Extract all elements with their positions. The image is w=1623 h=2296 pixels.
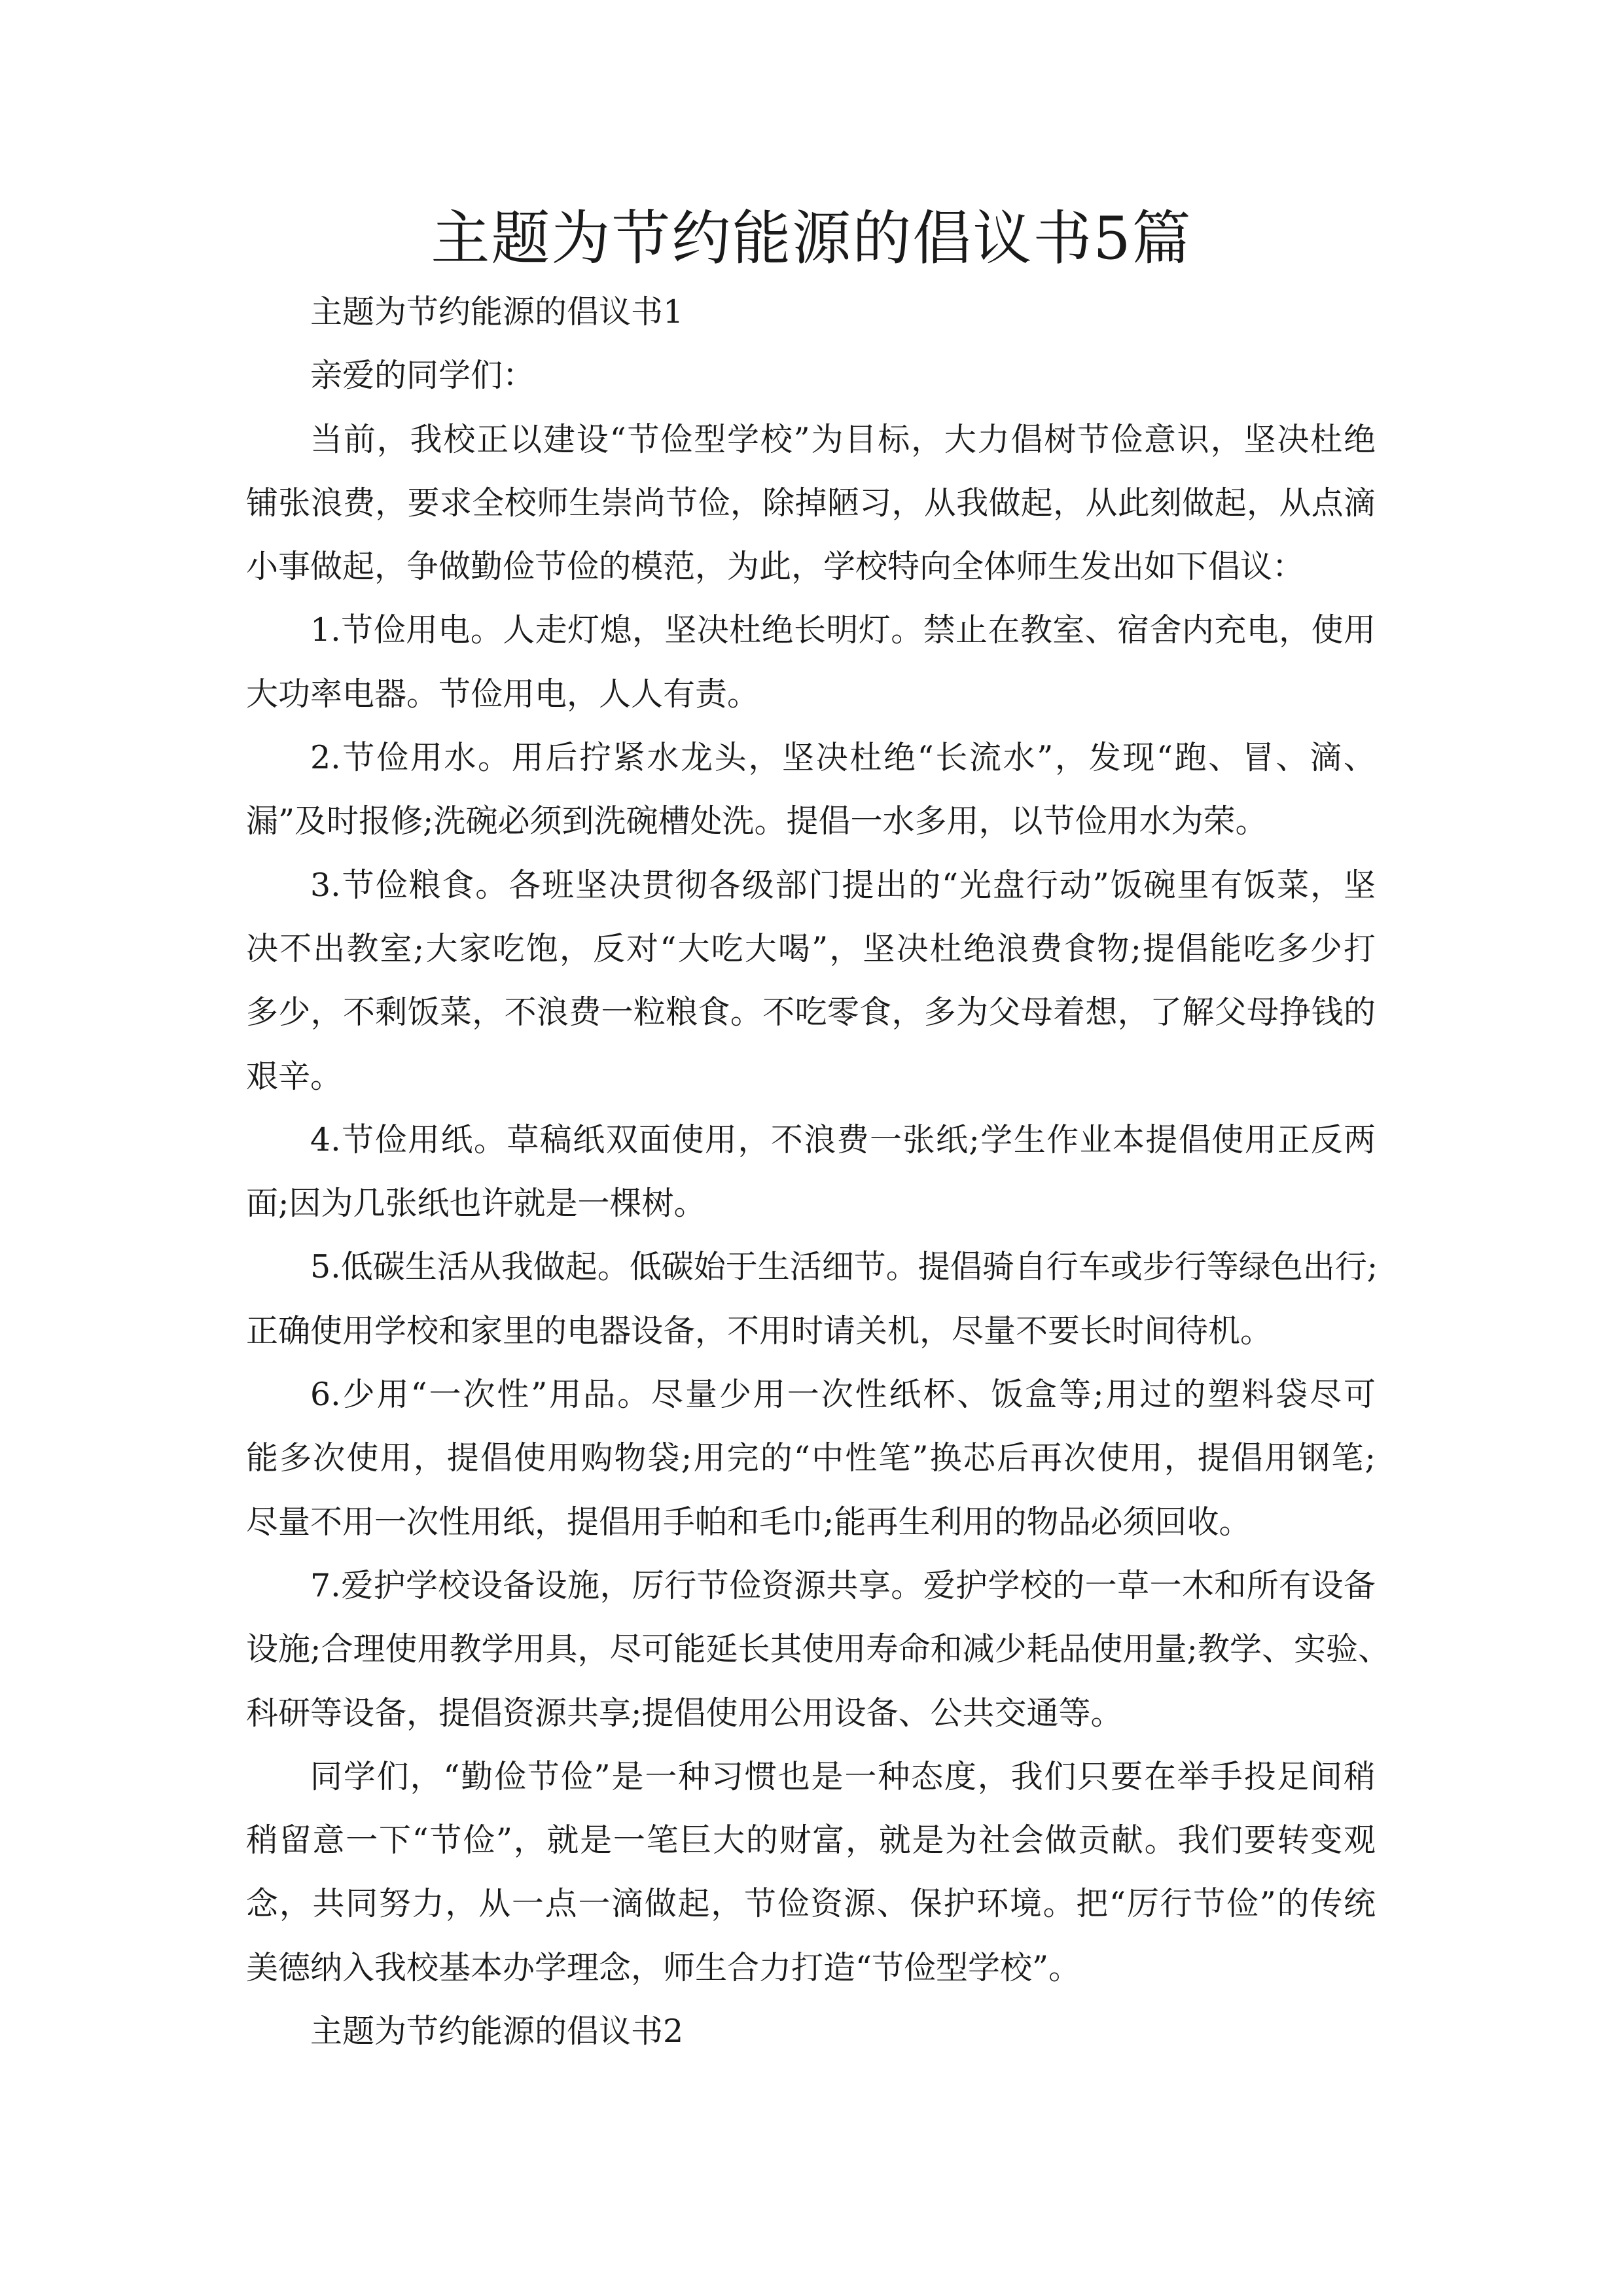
text-line: 3.节俭粮食。各班坚决贯彻各级部门提出的“光盘行动”饭碗里有饭菜，坚 [310, 866, 1376, 904]
paragraph-greeting [246, 344, 1376, 407]
text-line: 决不出教室;大家吃饱，反对“大吃大喝”，坚决杜绝浪费食物;提倡能吃多少打 [246, 929, 1376, 967]
text-line: 漏”及时报修;洗碗必须到洗碗槽处洗。提倡一水多用，以节俭用水为荣。 [246, 802, 1268, 840]
text-line: 铺张浪费，要求全校师生崇尚节俭，除掉陋习，从我做起，从此刻做起，从点滴 [246, 484, 1376, 522]
paragraph-item-3 [246, 853, 1376, 1108]
text-line: 多少，不剩饭菜，不浪费一粒粮食。不吃零食，多为父母着想，了解父母挣钱的 [246, 994, 1376, 1031]
paragraph-item-5 [246, 1235, 1376, 1363]
text-line: 念，共同努力，从一点一滴做起，节俭资源、保护环境。把“厉行节俭”的传统 [246, 1885, 1376, 1923]
text-line: 面;因为几张纸也许就是一棵树。 [246, 1185, 706, 1223]
text-line: 主题为节约能源的倡议书1 [310, 293, 684, 331]
text-line: 5.低碳生活从我做起。低碳始于生活细节。提倡骑自行车或步行等绿色出行; [310, 1248, 1378, 1286]
paragraph-item-7 [246, 1554, 1391, 1745]
text-line: 正确使用学校和家里的电器设备，不用时请关机，尽量不要长时间待机。 [246, 1312, 1273, 1350]
text-line: 亲爱的同学们： [310, 357, 535, 395]
text-line: 同学们，“勤俭节俭”是一种习惯也是一种态度，我们只要在举手投足间稍 [310, 1757, 1376, 1795]
document-body [246, 280, 1391, 2063]
text-line: 6.少用“一次性”用品。尽量少用一次性纸杯、饭盒等;用过的塑料袋尽可 [310, 1376, 1376, 1414]
paragraph-closing [246, 1745, 1376, 2000]
paragraph-intro [246, 408, 1376, 599]
text-line: 科研等设备，提倡资源共享;提倡使用公用设备、公共交通等。 [246, 1694, 1123, 1732]
paragraph-item-1 [246, 598, 1376, 726]
text-line: 主题为节约能源的倡议书2 [310, 2013, 684, 2051]
text-line: 小事做起，争做勤俭节俭的模范，为此，学校特向全体师生发出如下倡议： [246, 548, 1305, 586]
document-title: 主题为节约能源的倡议书5篇 [431, 204, 1192, 273]
paragraph-item-4 [246, 1108, 1376, 1236]
text-line: 当前，我校正以建设“节俭型学校”为目标，大力倡树节俭意识，坚决杜绝 [310, 420, 1376, 458]
text-line: 美德纳入我校基本办学理念，师生合力打造“节俭型学校”。 [246, 1948, 1081, 1986]
text-line: 稍留意一下“节俭”，就是一笔巨大的财富，就是为社会做贡献。我们要转变观 [246, 1821, 1376, 1859]
paragraph-heading-2 [246, 2000, 1376, 2063]
text-line: 1.节俭用电。人走灯熄，坚决杜绝长明灯。禁止在教室、宿舍内充电，使用 [310, 611, 1376, 649]
text-line: 尽量不用一次性用纸，提倡用手帕和毛巾;能再生利用的物品必须回收。 [246, 1503, 1251, 1541]
paragraph-item-6 [246, 1363, 1376, 1554]
text-line: 2.节俭用水。用后拧紧水龙头，坚决杜绝“长流水”，发现“跑、冒、滴、 [310, 739, 1376, 777]
text-line: 能多次使用，提倡使用购物袋;用完的“中性笔”换芯后再次使用，提倡用钢笔; [246, 1439, 1376, 1477]
text-line: 艰辛。 [246, 1057, 343, 1095]
text-line: 7.爱护学校设备设施，厉行节俭资源共享。爱护学校的一草一木和所有设备 [310, 1566, 1376, 1604]
paragraph-item-2 [246, 726, 1376, 853]
text-line: 设施;合理使用教学用具，尽可能延长其使用寿命和减少耗品使用量;教学、实验、 [246, 1630, 1391, 1668]
text-line: 大功率电器。节俭用电，人人有责。 [246, 675, 760, 713]
paragraph-heading-1 [246, 280, 1376, 344]
text-line: 4.节俭用纸。草稿纸双面使用，不浪费一张纸;学生作业本提倡使用正反两 [310, 1121, 1376, 1158]
